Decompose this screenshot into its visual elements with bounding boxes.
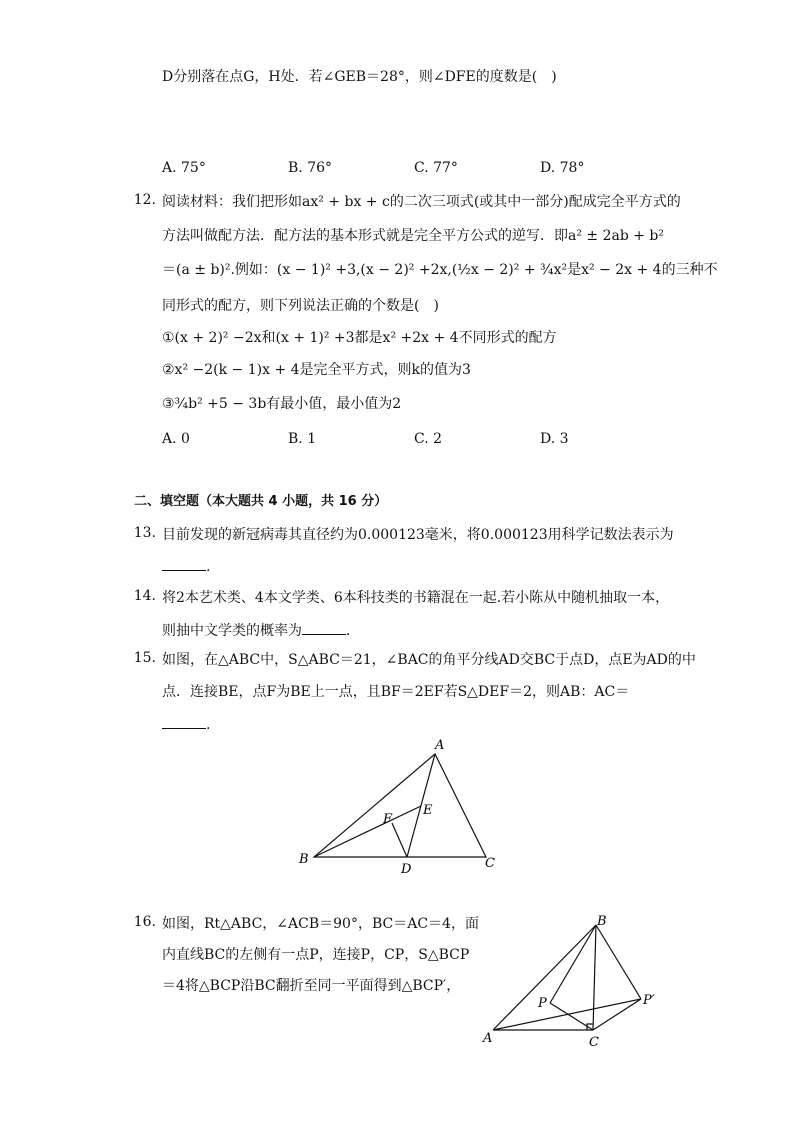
q12-text-line4: 同形式的配方，则下列说法正确的个数是( ) (162, 298, 439, 314)
q15-text-line1: 如图，在△ABC中，S△ABC＝21，∠BAC的角平分线AD交BC于点D，点E为AD的中 (162, 652, 696, 668)
q16-triangle-figure (478, 912, 678, 1052)
q12-choice-b: B. 1 (288, 431, 317, 447)
q15-end-mark: . (206, 717, 211, 733)
q13-answer-line (162, 556, 210, 577)
q16-label-c: C (589, 1035, 599, 1050)
q16-text-line2: 内直线BC的左侧有一点P，连接P，CP，S△BCP (162, 947, 470, 963)
q16-text-line1: 如图，Rt△ABC，∠ACB＝90°，BC＝AC＝4，面 (162, 916, 479, 932)
q15-label-e: E (423, 803, 433, 818)
q14-text-line1: 将2本艺术类、4本文学类、6本科技类的书籍混在一起.若小陈从中随机抽取一本， (162, 590, 670, 606)
q11-choice-d: D. 78° (540, 160, 585, 176)
q12-choice-c: C. 2 (414, 431, 443, 447)
q12-text-line1: 阅读材料：我们把形如ax² + bx + c的二次三项式(或其中一部分)配成完全平方式的 (162, 194, 681, 210)
q12-choice-d: D. 3 (540, 431, 569, 447)
q15-triangle-figure (290, 732, 510, 877)
q15-label-c: C (485, 856, 495, 871)
q11-choice-c: C. 77° (414, 160, 458, 176)
q12-statement-2: ②x² −2(k − 1)x + 4是完全平方式，则k的值为3 (162, 362, 471, 378)
section-fill-in-title: 二、填空题（本大题共 4 小题，共 16 分） (134, 494, 388, 509)
q12-statement-1: ①(x + 2)² −2x和(x + 1)² +3都是x² +2x + 4不同形式的配方 (162, 330, 557, 346)
q11-text-line1: D分别落在点G，H处．若∠GEB＝28°，则∠DFE的度数是( ) (162, 69, 557, 85)
q15-label-f: F (383, 812, 393, 827)
q15-label-d: D (401, 862, 412, 877)
q16-segment-bc (593, 925, 596, 1030)
q13-number: 13. (133, 525, 156, 541)
q16-segment-ap-prime (493, 999, 641, 1030)
q15-segment-be (314, 806, 421, 857)
q16-label-p-prime: P′ (643, 993, 655, 1008)
q12-text-line2: 方法叫做配方法．配方法的基本形式就是完全平方公式的逆写．即a² ± 2ab + b² (162, 228, 665, 244)
q11-choice-b: B. 76° (288, 160, 333, 176)
q16-segment-bp (550, 925, 596, 1003)
q14-text-line2: 则抽中文学类的概率为 (162, 623, 302, 639)
q14-text-line2-wrap (162, 620, 360, 641)
q12-number: 12. (133, 192, 156, 208)
q15-label-a: A (435, 738, 445, 753)
q13-answer-blank[interactable] (162, 556, 206, 571)
q13-end-mark: . (206, 559, 211, 575)
q14-answer-blank[interactable] (302, 620, 346, 635)
q16-number: 16. (133, 914, 156, 930)
q15-answer-blank[interactable] (162, 714, 206, 729)
q16-segment-ab (493, 925, 596, 1030)
q15-answer-line (162, 714, 210, 735)
q15-segment-fd (392, 823, 407, 857)
q14-number: 14. (133, 588, 156, 604)
q16-label-b: B (597, 914, 607, 929)
q12-text-line3: ＝(a ± b)².例如：(x − 1)² +3,(x − 2)² +2x,(½x − 2)² + ¾x²是x² − 2x + 4的三种不 (162, 262, 718, 278)
q16-text-line3: ＝4将△BCP沿BC翻折至同一平面得到△BCP′， (162, 978, 461, 994)
q16-label-a: A (483, 1031, 493, 1046)
q15-label-b: B (299, 852, 309, 867)
q16-label-p: P (538, 996, 547, 1011)
q13-text-line1: 目前发现的新冠病毒其直径约为0.000123毫米，将0.000123用科学记数法表示为 (162, 527, 674, 543)
q15-number: 15. (133, 650, 156, 666)
q14-end-mark: ． (346, 623, 360, 639)
q15-text-line2: 点．连接BE，点F为BE上一点，且BF＝2EF若S△DEF＝2，则AB：AC＝ (162, 684, 630, 700)
q16-segment-bp-prime (596, 925, 641, 999)
q11-choice-a: A. 75° (162, 160, 206, 176)
q12-choice-a: A. 0 (162, 431, 190, 447)
q12-statement-3: ③¾b² +5 − 3b有最小值，最小值为2 (162, 396, 402, 412)
